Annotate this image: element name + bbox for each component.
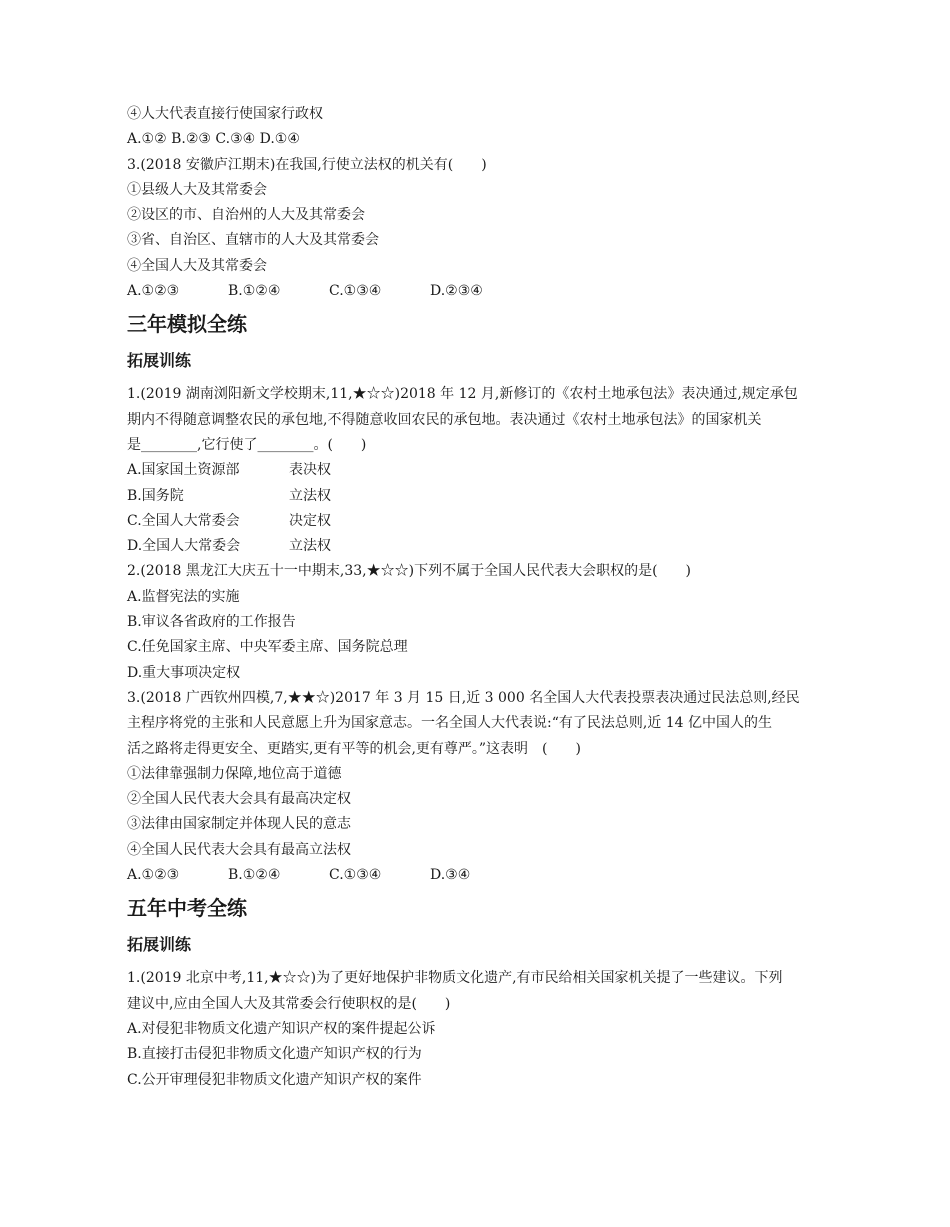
statement-item: ①县级人大及其常委会 [127, 181, 267, 198]
option: C.①③④ [329, 283, 382, 300]
option-organ: B.国务院 [127, 487, 184, 504]
question-stem: 1.(2019 北京中考,11,★☆☆)为了更好地保护非物质文化遗产,有市民给相关国家机关提了一些建议。下列 [127, 970, 783, 987]
option: B.①②④ [228, 867, 281, 884]
option-power: 立法权 [289, 487, 331, 504]
question-stem: 2.(2018 黑龙江大庆五十一中期末,33,★☆☆)下列不属于全国人民代表大会职权的是( ) [127, 563, 691, 580]
statement-item: ②全国人民代表大会具有最高决定权 [127, 791, 351, 808]
option-organ: C.全国人大常委会 [127, 512, 240, 529]
answer-options [127, 863, 827, 888]
answer-option: A.监督宪法的实施 [127, 588, 240, 605]
statement-item: ④人大代表直接行使国家行政权 [127, 106, 323, 122]
answer-option: B.直接打击侵犯非物质文化遗产知识产权的行为 [127, 1046, 422, 1063]
statement-item: ③省、自治区、直辖市的人大及其常委会 [127, 232, 379, 249]
option-organ: D.全国人大常委会 [127, 538, 241, 555]
answer-option: A.对侵犯非物质文化遗产知识产权的案件提起公诉 [127, 1020, 436, 1037]
section-subtitle: 拓展训练 [127, 935, 192, 955]
answer-option [127, 534, 827, 559]
question-stem: 期内不得随意调整农民的承包地,不得随意收回农民的承包地。表决通过《农村土地承包法》的国家机关 [127, 411, 762, 428]
option-power: 立法权 [289, 538, 331, 555]
statement-item: ④全国人大及其常委会 [127, 257, 267, 274]
option-power: 决定权 [289, 512, 331, 529]
statement-item: ①法律靠强制力保障,地位高于道德 [127, 765, 342, 782]
question-stem: 活之路将走得更安全、更踏实,更有平等的机会,更有尊严。”这表明 ( ) [127, 740, 581, 757]
page-content [127, 102, 827, 1093]
section-title: 五年中考全练 [127, 896, 247, 921]
option: C.①③④ [329, 867, 382, 884]
answer-option: C.公开审理侵犯非物质文化遗产知识产权的案件 [127, 1071, 422, 1088]
option: B.①②④ [228, 283, 281, 300]
question-stem: 1.(2019 湖南浏阳新文学校期末,11,★☆☆)2018 年 12 月,新修订的《农村土地承包法》表决通过,规定承包 [127, 386, 798, 403]
option-organ: A.国家国土资源部 [127, 462, 240, 479]
answer-option: D.重大事项决定权 [127, 664, 241, 681]
answer-option: B.审议各省政府的工作报告 [127, 614, 296, 631]
option: A.①②③ [127, 867, 180, 884]
answer-option [127, 458, 827, 483]
answer-options [127, 279, 827, 304]
statement-item: ②设区的市、自治州的人大及其常委会 [127, 207, 365, 224]
question-stem: 主程序将党的主张和人民意愿上升为国家意志。一名全国人大代表说:“有了民法总则,近 14 亿中国人的生 [127, 715, 773, 732]
answer-options: A.①② B.②③ C.③④ D.①④ [127, 131, 300, 148]
option: A.①②③ [127, 283, 180, 300]
answer-option [127, 484, 827, 509]
option-power: 表决权 [289, 462, 331, 479]
question-stem: 3.(2018 安徽庐江期末)在我国,行使立法权的机关有( ) [127, 156, 487, 173]
statement-item: ③法律由国家制定并体现人民的意志 [127, 816, 351, 833]
section-title: 三年模拟全练 [127, 312, 247, 337]
question-stem: 3.(2018 广西钦州四模,7,★★☆)2017 年 3 月 15 日,近 3 000 名全国人大代表投票表决通过民法总则,经民 [127, 689, 800, 706]
option: D.②③④ [430, 283, 483, 300]
statement-item: ④全国人民代表大会具有最高立法权 [127, 841, 351, 858]
answer-option: C.任免国家主席、中央军委主席、国务院总理 [127, 639, 408, 656]
question-stem: 建议中,应由全国人大及其常委会行使职权的是( ) [127, 995, 451, 1012]
section-subtitle: 拓展训练 [127, 351, 192, 371]
option: D.③④ [430, 867, 471, 884]
question-stem: 是________,它行使了________。( ) [127, 436, 367, 453]
answer-option [127, 509, 827, 534]
